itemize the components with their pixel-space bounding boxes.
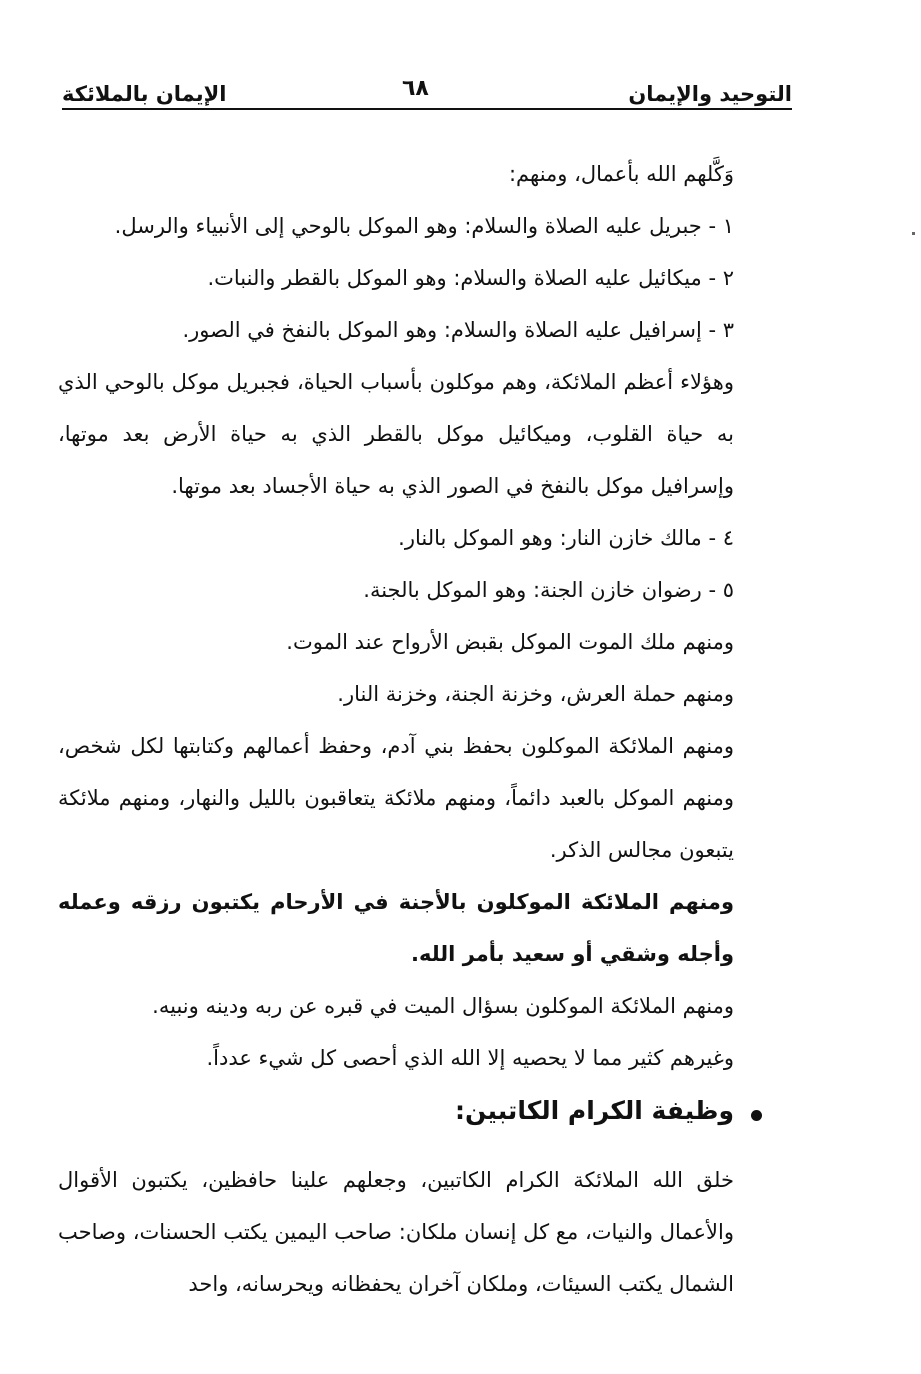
list-item-3: ٣ - إسرافيل عليه الصلاة والسلام: وهو الموكل بالنفخ في الصور. [182,318,734,342]
paragraph-4: ومنهم الملائكة الموكلون بحفظ بني آدم، وحفظ أعمالهم وكتابتها لكل شخص، ومنهم الموكل بالعبد دائماً، ومنهم ملائكة يتعاقبون بالليل والنهار، ومنهم ملائكة يتبعون مجالس الذكر. [58,734,734,862]
paragraph-1: وهؤلاء أعظم الملائكة، وهم موكلون بأسباب الحياة، فجبريل موكل بالوحي الذي به حياة القلوب، وميكائيل موكل بالقطر الذي به حياة الأرض بعد موتها، وإسرافيل موكل بالنفخ في الصور الذي به حياة الأجساد بعد موتها. [58,370,734,498]
scan-mark [912,232,915,235]
paragraph-6: ومنهم الملائكة الموكلون بسؤال الميت في قبره عن ربه ودينه ونبيه. [152,994,734,1018]
list-item-2: ٢ - ميكائيل عليه الصلاة والسلام: وهو الموكل بالقطر والنبات. [207,266,734,290]
intro-line: وَكَّلهم الله بأعمال، ومنهم: [508,162,734,186]
section-heading: وظيفة الكرام الكاتبين: [455,1096,734,1125]
header-rule [62,108,792,110]
chapter-title: الإيمان بالملائكة [62,82,227,106]
paragraph-2: ومنهم ملك الموت الموكل بقبض الأرواح عند الموت. [286,630,734,654]
book-title: التوحيد والإيمان [628,82,792,106]
paragraph-8: خلق الله الملائكة الكرام الكاتبين، وجعلهم علينا حافظين، يكتبون الأقوال والأعمال والنيات، مع كل إنسان ملكان: صاحب اليمين يكتب الحسنات، وصاحب الشمال يكتب السيئات، وملكان آخران يحفظانه ويحرسانه، واحد [58,1168,734,1296]
list-item-4: ٤ - مالك خازن النار: وهو الموكل بالنار. [398,526,734,550]
page-body [58,148,734,1310]
paragraph-3: ومنهم حملة العرش، وخزنة الجنة، وخزنة النار. [337,682,734,706]
list-item-5: ٥ - رضوان خازن الجنة: وهو الموكل بالجنة. [363,578,734,602]
section-heading-row [58,1090,734,1148]
page-header [62,76,792,110]
paragraph-5: ومنهم الملائكة الموكلون بالأجنة في الأرحام يكتبون رزقه وعمله وأجله وشقي أو سعيد بأمر الله. [58,890,734,966]
bullet-icon [751,1110,762,1121]
paragraph-7: وغيرهم كثير مما لا يحصيه إلا الله الذي أحصى كل شيء عدداً. [206,1046,734,1070]
page-number: ٦٨ [402,76,429,101]
list-item-1: ١ - جبريل عليه الصلاة والسلام: وهو الموكل بالوحي إلى الأنبياء والرسل. [114,214,734,238]
